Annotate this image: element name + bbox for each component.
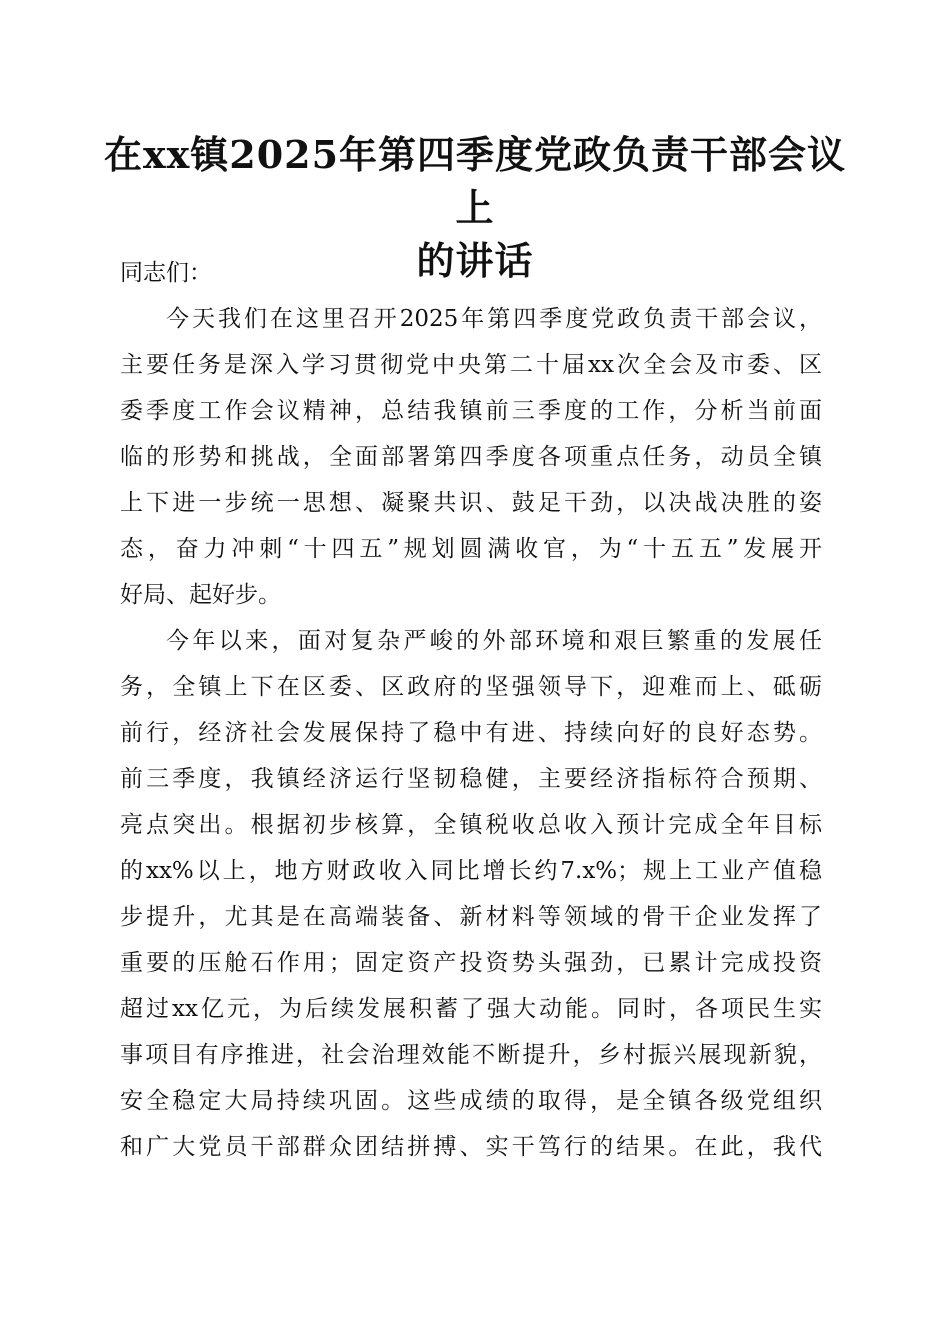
paragraph-line: 今年以来，面对复杂严峻的外部环境和艰巨繁重的发展任 <box>166 628 822 654</box>
title-line: 在xx镇2025年第四季度党政负责干部会议上 <box>103 132 847 230</box>
salutation: 同志们： <box>120 260 212 286</box>
paragraph-line: 主要任务是深入学习贯彻党中央第二十届xx次全会及市委、区 <box>120 352 822 378</box>
paragraph-2 <box>120 618 822 1170</box>
title-line: 的讲话 <box>416 238 534 283</box>
paragraph-line: 委季度工作会议精神，总结我镇前三季度的工作，分析当前面 <box>120 398 822 424</box>
paragraph-line: 步提升，尤其是在高端装备、新材料等领域的骨干企业发挥了 <box>120 904 822 930</box>
paragraph-1 <box>120 296 822 618</box>
paragraph-line: 超过xx亿元，为后续发展积蓄了强大动能。同时，各项民生实 <box>120 996 822 1022</box>
paragraph-line: 安全稳定大局持续巩固。这些成绩的取得，是全镇各级党组织 <box>120 1088 822 1114</box>
paragraph-line: 态，奋力冲刺“十四五”规划圆满收官，为“十五五”发展开 <box>120 536 822 562</box>
paragraph-line: 上下进一步统一思想、凝聚共识、鼓足干劲，以决战决胜的姿 <box>120 490 822 516</box>
paragraph-line: 前行，经济社会发展保持了稳中有进、持续向好的良好态势。 <box>120 720 822 746</box>
paragraph-line: 今天我们在这里召开2025年第四季度党政负责干部会议， <box>166 306 822 332</box>
paragraph-line: 临的形势和挑战，全面部署第四季度各项重点任务，动员全镇 <box>120 444 822 470</box>
paragraph-line: 务，全镇上下在区委、区政府的坚强领导下，迎难而上、砥砺 <box>120 674 822 700</box>
paragraph-line: 和广大党员干部群众团结拼搏、实干笃行的结果。在此，我代 <box>120 1134 822 1160</box>
document-body <box>120 250 822 1170</box>
paragraph-line: 的xx%以上，地方财政收入同比增长约7.x%；规上工业产值稳 <box>120 858 822 884</box>
paragraph-line: 前三季度，我镇经济运行坚韧稳健，主要经济指标符合预期、 <box>120 766 822 792</box>
paragraph-line: 事项目有序推进，社会治理效能不断提升，乡村振兴展现新貌， <box>120 1042 822 1068</box>
paragraph-line: 好局、起好步。 <box>120 582 281 608</box>
paragraph-line: 亮点突出。根据初步核算，全镇税收总收入预计完成全年目标 <box>120 812 822 838</box>
paragraph-line: 重要的压舱石作用；固定资产投资势头强劲，已累计完成投资 <box>120 950 822 976</box>
